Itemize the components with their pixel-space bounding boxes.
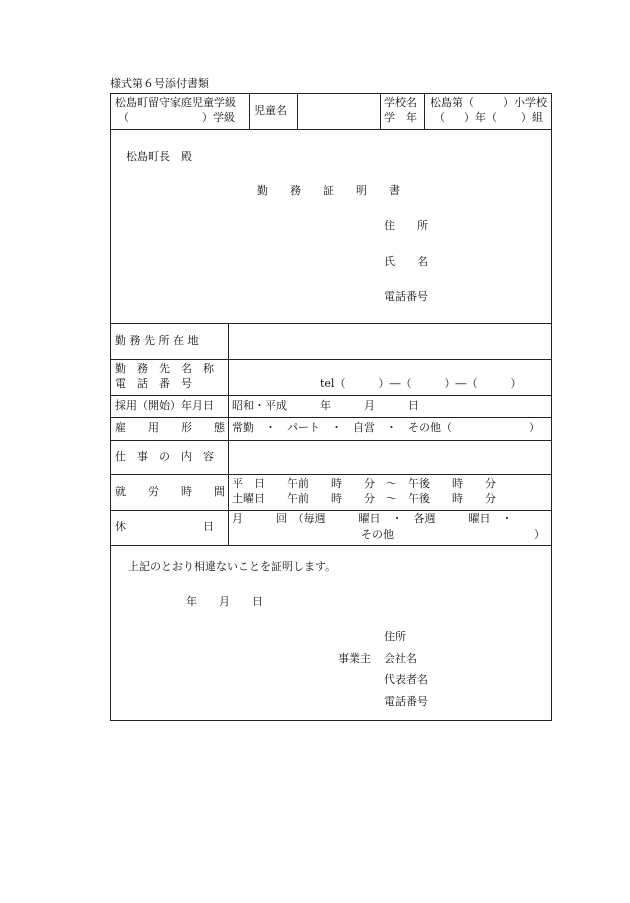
row-rule-3 <box>110 417 552 418</box>
row-rule-4 <box>110 440 552 441</box>
club-class-suffix: ）学級 <box>202 111 235 124</box>
row-rule-1 <box>110 359 552 360</box>
employment-type-options: 常勤 ・ パート ・ 自営 ・ その他（ ） <box>232 421 540 434</box>
certification-date: 年 月 日 <box>186 595 263 608</box>
grade-class-suffix: ）組 <box>521 111 543 124</box>
child-name-field[interactable] <box>298 95 379 128</box>
applicant-address-label: 住 所 <box>384 219 428 232</box>
header-divider-4 <box>424 93 425 129</box>
club-paren-open: （ <box>118 111 129 124</box>
header-divider-1 <box>249 93 250 129</box>
addressee: 松島町長 殿 <box>126 150 192 163</box>
applicant-name-label: 氏 名 <box>384 255 428 268</box>
table-top-rule <box>110 323 552 324</box>
holiday-other: その他 <box>361 528 394 541</box>
holiday-paren-close: ） <box>534 528 545 541</box>
workplace-location-label: 勤 務 先 所 在 地 <box>115 334 199 347</box>
club-name: 松島町留守家庭児童学級 <box>115 96 236 109</box>
school-name-prefix: 松島第（ <box>430 96 474 109</box>
label-column-divider <box>228 323 229 545</box>
holiday-schedule: 月 回 （毎週 曜日 ・ 各週 曜日 ・ <box>232 512 513 525</box>
row-rule-2 <box>110 395 552 396</box>
company-name-label: 会社名 <box>384 652 417 665</box>
hire-date-label: 採用（開始）年月日 <box>115 399 214 412</box>
grade-year-suffix: ）年（ <box>464 111 497 124</box>
workplace-name-label: 勤 務 先 名 称 <box>115 362 214 375</box>
grade-label: 学 年 <box>384 111 417 124</box>
employment-type-label: 雇 用 形 態 <box>115 421 225 434</box>
school-name-label: 学校名 <box>384 96 417 109</box>
hire-date-value: 昭和・平成 年 月 日 <box>232 399 419 412</box>
saturday-hours: 土曜日 午前 時 分 ～ 午後 時 分 <box>232 492 496 505</box>
employer-phone-label: 電話番号 <box>384 695 428 708</box>
child-name-label: 児童名 <box>254 104 287 117</box>
certification-statement: 上記のとおり相違ないことを証明します。 <box>128 560 337 573</box>
job-content-label: 仕 事 の 内 容 <box>115 450 214 463</box>
grade-paren-open: （ <box>434 111 445 124</box>
header-bottom-rule <box>110 129 552 130</box>
workplace-location-field[interactable] <box>230 325 550 357</box>
row-rule-5 <box>110 474 552 475</box>
header-divider-3 <box>380 93 381 129</box>
weekday-hours: 平 日 午前 時 分 ～ 午後 時 分 <box>232 477 496 490</box>
representative-label: 代表者名 <box>384 673 428 686</box>
employer-address-label: 住所 <box>384 630 406 643</box>
workplace-tel-line: tel（ ）―（ ）―（ ） <box>320 377 522 390</box>
holiday-label: 休 日 <box>115 520 214 533</box>
table-bottom-rule <box>110 545 552 546</box>
row-rule-6 <box>110 510 552 511</box>
work-hours-label: 就 労 時 間 <box>115 485 225 498</box>
form-number-label: 様式第６号添付書類 <box>110 77 209 90</box>
workplace-phone-label: 電 話 番 号 <box>115 377 192 390</box>
job-content-field[interactable] <box>230 442 550 472</box>
applicant-phone-label: 電話番号 <box>384 290 428 303</box>
document-title: 勤 務 証 明 書 <box>257 184 400 197</box>
employer-label: 事業主 <box>338 652 371 665</box>
school-name-suffix: ）小学校 <box>503 96 547 109</box>
